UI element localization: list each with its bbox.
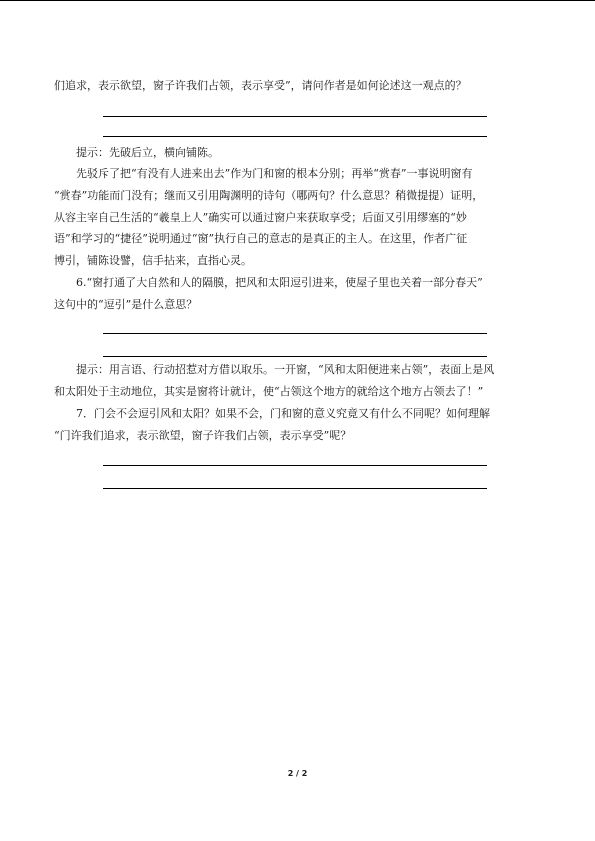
hint-5-label: 提示：先破后立，横向铺陈。 [76, 146, 219, 159]
question-5-continuation: 们追求，表示欲望，窗子许我们占领，表示享受”，请问作者是如何论述这一观点的？ [54, 79, 467, 92]
question-6: 6.“窗打通了大自然和人的隔膜，把风和太阳逗引进来，使屋子里也关着一部分春天” [76, 276, 483, 289]
hint-5-text: 从容主宰自己生活的“羲皇上人”确实可以通过窗户来获取享受；后面又引用缪塞的“妙 [54, 211, 467, 224]
hint-6-text: 和太阳处于主动地位，其实是窗将计就计，使“占领这个地方的就给这个地方占领去了！” [54, 385, 484, 398]
hint-5-text: 先驳斥了把“有没有人进来出去”作为门和窗的根本分别；再举“赏春”一事说明窗有 [76, 167, 473, 180]
answer-line [103, 488, 487, 489]
hint-5-text: “赏春”功能而门没有；继而又引用陶渊明的诗句（哪两句？什么意思？稍微提提）证明， [54, 189, 484, 202]
hint-5-text: 语”和学习的“捷径”说明通过“窗”执行自己的意志的是真正的主人。在这里，作者广征 [54, 232, 468, 245]
hint-5-text: 博引，铺陈设譬，信手拈来，直指心灵。 [54, 254, 252, 267]
answer-line [103, 465, 487, 466]
answer-line [103, 356, 487, 357]
answer-line [103, 136, 487, 137]
answer-line [103, 333, 487, 334]
page-number: 2 / 2 [287, 769, 308, 778]
question-7: 7．门会不会逗引风和太阳？如果不会，门和窗的意义究竟又有什么不同呢？如何理解 [76, 407, 490, 420]
top-border-rule [0, 0, 595, 1]
question-6: 这句中的“逗引”是什么意思？ [54, 298, 198, 311]
hint-6-text: 提示：用言语、行动招惹对方借以取乐。一开窗，“风和太阳便进来占领”，表面上是风 [76, 363, 495, 376]
question-7: “门许我们追求，表示欲望，窗子许我们占领，表示享受”呢？ [54, 429, 352, 442]
answer-line [103, 116, 487, 117]
